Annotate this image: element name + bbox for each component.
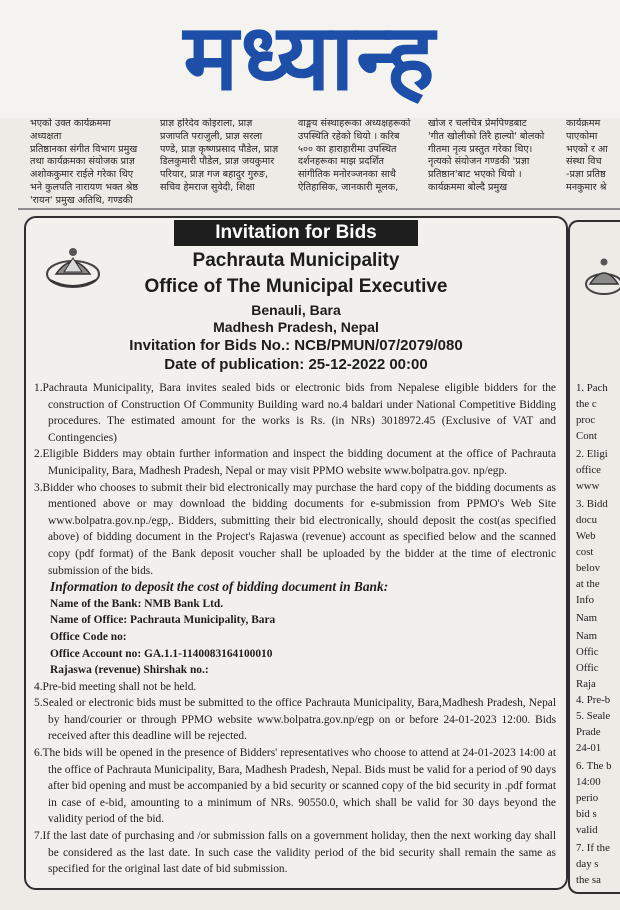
adjacent-notice-line: 5. Seale (576, 710, 611, 722)
article-column-5 (566, 118, 620, 210)
column-line: प्रजापति पराजुली, प्राज्ञ सरला (160, 130, 263, 142)
office-account: Office Account no: GA.1.1-1140083164100010 (50, 647, 273, 660)
column-line: प्रतिष्ठान'बाट भएको थियो । (428, 169, 522, 181)
section-divider (18, 208, 620, 210)
column-line: ५०० का हाराहारीमा उपस्थित (298, 143, 397, 155)
column-line: भएको उक्त कार्यक्रममा अध्यक्षता (30, 118, 111, 142)
adjacent-notice-line: Nam (576, 612, 597, 624)
newspaper-masthead (0, 0, 620, 118)
notice-clause-2: 2.Eligible Bidders may obtain further information and inspect the bidding document at the office of Pachrauta Municipality, Bara, Madhesh Pradesh, Nepal or may visit PPMO website www.bolpatra.gov. np/egp. (34, 448, 556, 477)
article-columns (30, 118, 620, 210)
column-line: कार्यक्रमम (566, 118, 601, 129)
adjacent-notice-line: office (576, 464, 601, 476)
adjacent-notice-line: valid (576, 824, 598, 836)
masthead-logo: मध्यान्ह (183, 4, 437, 111)
adjacent-notice-line: perio (576, 792, 599, 804)
adjacent-notice-line: Raja (576, 678, 596, 690)
rajaswa-shirshak: Rajaswa (revenue) Shirshak no.: (50, 664, 209, 677)
notice-clause-6: 6.The bids will be opened in the presence of Bidders' representatives who choose to attend at 24-01-2023 14:00 at the office of Pachrauta Municipality, Bara, Madhesh Pradesh, Nepal. Bids must be valid for a period of 90 days after bid opening and must be accompanied by a bid security or scanned copy of the bid security in .pdf format in case of e-bid, amounting to a minimum of NRs. 90550.0, which shall be valid for 30 days beyond the validity period of the bid. (34, 747, 556, 826)
adjacent-notice-line: 1. Pach (576, 382, 608, 394)
adjacent-notice-line: the c (576, 398, 597, 410)
article-column-2 (160, 118, 284, 210)
column-line: 'गीत खोलीको तिरै हाल्यो' बोलको (428, 130, 545, 142)
article-column-3 (298, 118, 422, 210)
column-line: मनकुमार श्रे (566, 181, 607, 193)
column-line: खोज र चलचित्र प्रेमपिण्डबाट (428, 118, 527, 129)
column-line: वाङ्मय संस्थाहरूका अध्यक्षहरूको (298, 118, 411, 129)
adjacent-notice-line: the sa (576, 874, 601, 886)
bank-name: Name of the Bank: NMB Bank Ltd. (50, 597, 224, 610)
column-line: कार्यक्रममा बोल्दै प्रमुख (428, 181, 508, 193)
notice-clause-7: 7.If the last date of purchasing and /or submission falls on a government holiday, then the next working day shall be considered as the last date. In such case the validity period of the bid security shall remain the same as specified for the original last date of bid submission. (34, 830, 556, 876)
notice-office: Office of The Municipal Executive (144, 276, 448, 297)
adjacent-notice-line: 24-01 (576, 742, 602, 754)
column-line: उपस्थिति रहेको थियो । करिब (298, 130, 400, 142)
column-line: संस्था विच (566, 156, 602, 168)
notice-publication-date: Date of publication: 25-12-2022 00:00 (164, 356, 428, 373)
notice-org: Pachrauta Municipality (192, 250, 400, 271)
adjacent-notice-line: 4. Pre-b (576, 694, 611, 706)
adjacent-notice-line: www (576, 480, 600, 492)
adjacent-notice-line: belov (576, 562, 600, 574)
adjacent-notice-line: Prade (576, 726, 601, 738)
adjacent-notice-line: 6. The b (576, 760, 612, 772)
notice-clause-4: 4.Pre-bid meeting shall not be held. (34, 680, 197, 693)
article-column-1 (30, 118, 142, 210)
notice-clause-5: 5.Sealed or electronic bids must be submitted to the office Pachrauta Municipality, Bara,Madhesh Pradesh, Nepal by hand/courier or through PPMO website www.bolpatra.gov.np/egp on or before 24-01-2023 12:00. Bids received after this deadline will be rejected. (34, 697, 556, 743)
adjacent-notice-line: day s (576, 858, 599, 870)
column-line: प्राज्ञ हरिदेव कोइराला, प्राज्ञ (160, 118, 253, 129)
adjacent-notice-line: Cont (576, 430, 597, 442)
notice-address-2: Madhesh Pradesh, Nepal (213, 319, 379, 335)
adjacent-notice-line: 2. Eligi (576, 448, 608, 460)
column-line: गीतमा नृत्य प्रस्तुत गरेका थिए। (428, 143, 533, 155)
notice-clause-3: 3.Bidder who chooses to submit their bid electronically may purchase the hard copy of the bidding documents as mentioned above or may download the bidding documents for e-submission from PPMO's Web Site www.bolpatra.gov.np./egp,. Bidders, submitting their bid electronically, should deposit the cost(as specified above) of bidding document in the Project's Rajaswa (revenue) account as specified below and the scanned copy (pdf format) of the Bank deposit voucher shall be uploaded by the bidder at the time of electronic submission of the bids. (34, 481, 556, 577)
column-line: -प्रज्ञा प्रतिष्ठ (566, 169, 606, 181)
adjacent-notice-line: cost (576, 546, 594, 558)
column-line: परियार, प्राज्ञ गज बहादुर गुरुङ, (160, 169, 269, 181)
column-line: ऐतिहासिक, जानकारी मूलक, (298, 181, 399, 193)
column-line: सांगीतिक मनोरञ्जनका साथै (298, 169, 396, 181)
column-line: पण्डे, प्राज्ञ कृष्णप्रसाद पौडेल, प्राज्ञ (160, 143, 279, 155)
adjacent-notice-line: at the (576, 578, 600, 590)
office-code: Office Code no: (50, 630, 127, 643)
adjacent-notice-line: Nam (576, 630, 597, 642)
column-line: सचिव हेमराज सुवेदी, शिक्षा (160, 181, 255, 193)
column-line: डिलकुमारी पौडेल, प्राज्ञ जयकुमार (160, 156, 275, 168)
column-line: तथा कार्यक्रमका संयोजक प्राज्ञ (30, 156, 135, 168)
column-line: 'रायन' प्रमुख अतिथि, गण्डकी (30, 194, 133, 206)
notice-body (34, 380, 556, 878)
column-line: नृत्यको संयोजन गण्डकी 'प्रज्ञा (428, 156, 530, 168)
bid-notice (24, 216, 568, 890)
notice-banner: Invitation for Bids (174, 220, 418, 246)
notice-bid-number: Invitation for Bids No.: NCB/PMUN/07/2079/080 (129, 337, 463, 354)
bank-info-heading: Information to deposit the cost of bidding document in Bank: (50, 579, 389, 595)
adjacent-notice-line: Info (576, 594, 594, 606)
article-column-4 (428, 118, 552, 210)
adjacent-notice-line: 3. Bidd (576, 498, 608, 510)
adjacent-notice-line: Offic (576, 662, 599, 674)
adjacent-notice-line: Offic (576, 646, 599, 658)
adjacent-notice-cropped (568, 216, 620, 896)
adjacent-notice-line: bid s (576, 808, 597, 820)
adjacent-notice-line: 7. If the (576, 842, 610, 854)
column-line: दर्शनहरूका माझ प्रदर्शित (298, 156, 384, 168)
adjacent-notice-line: proc (576, 414, 596, 426)
office-name: Name of Office: Pachrauta Municipality, Bara (50, 614, 276, 627)
column-line: पाएकोमा (566, 130, 598, 142)
notice-address-1: Benauli, Bara (251, 302, 341, 318)
adjacent-notice-line: 14:00 (576, 776, 601, 788)
adjacent-notice-line: Web (576, 530, 596, 542)
column-line: प्रतिष्ठानका संगीत विभाग प्रमुख (30, 143, 138, 155)
adjacent-notice-line: docu (576, 514, 597, 526)
column-line: भने कुलपति नारायण भक्त श्रेष्ठ (30, 181, 139, 193)
adjacent-emblem-icon (582, 254, 620, 298)
column-line: भएको र आ (566, 143, 608, 155)
notice-clause-1: 1.Pachrauta Municipality, Bara invites sealed bids or electronic bids from Nepalese eligible bidders for the construction of Construction Of Community Building ward no.4 baldari under National Competitive Bidding procedures. The estimated amount for the works is Rs. (in NRs) 3018972.45 (Exclusive of VAT and Contingencies) (34, 382, 556, 444)
column-line: अशोककुमार राईले गरेका थिए (30, 169, 134, 181)
